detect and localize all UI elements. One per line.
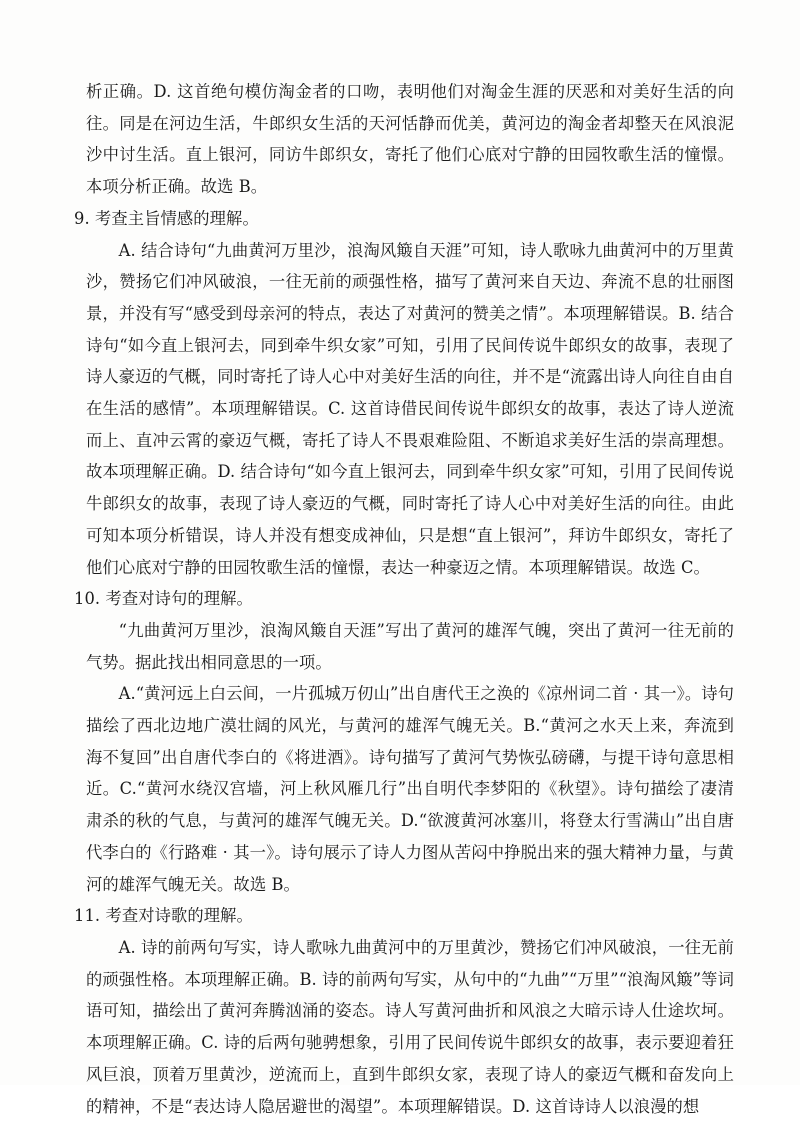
- question-10-intro: “九曲黄河万里沙，浪淘风簸自天涯”写出了黄河的雄浑气魄，突出了黄河一往无前的气势。据此找出相同意思的一项。: [86, 620, 734, 672]
- question-10-heading: 10. 考查对诗句的理解。: [74, 589, 253, 609]
- paragraph-continued: 析正确。D. 这首绝句模仿淘金者的口吻，表明他们对淘金生涯的厌恶和对美好生活的向往。同是在河边生活，牛郎织女生活的天河恬静而优美，黄河边的淘金者却整天在风浪泥沙中讨生活。直上银河，同访牛郎织女，寄托了他们心底对宁静的田园牧歌生活的憧憬。本项分析正确。故选 B。: [86, 82, 734, 197]
- question-11-analysis: A. 诗的前两句写实，诗人歌咏九曲黄河中的万里黄沙，赞扬它们冲风破浪，一往无前的顽强性格。本项理解正确。B. 诗的前两句写实，从句中的“九曲”“万里”“浪淘风簸”等词语可知，描绘出了黄河奔腾汹涌的姿态。诗人写黄河曲折和风浪之大暗示诗人仕途坎坷。本项理解正确。C. 诗的后两句驰骋想象，引用了民间传说牛郎织女的故事，表示要迎着狂风巨浪，顶着万里黄沙，逆流而上，直到牛郎织女家，表现了诗人的豪迈气概和奋发向上的精神，不是“表达诗人隐居避世的渴望”。本项理解错误。D. 这首诗诗人以浪漫的想: [86, 937, 734, 1116]
- question-9-heading: 9. 考查主旨情感的理解。: [74, 208, 259, 228]
- question-11-heading: 11. 考查对诗歌的理解。: [74, 906, 253, 926]
- question-10-analysis: A.“黄河远上白云间，一片孤城万仞山”出自唐代王之涣的《凉州词二首 · 其一》。诗句描绘了西北边地广漠壮阔的风光，与黄河的雄浑气魄无关。B.“黄河之水天上来，奔流到海不复回”出自唐代李白的《将进酒》。诗句描写了黄河气势恢弘磅礴，与提干诗句意思相近。C.“黄河水绕汉宫墙，河上秋风雁几行”出自明代李梦阳的《秋望》。诗句描绘了凄清肃杀的秋的气息，与黄河的雄浑气魄无关。D.“欲渡黄河冰塞川，将登太行雪满山”出自唐代李白的《行路难 · 其一》。诗句展示了诗人力图从苦闷中挣脱出来的强大精神力量，与黄河的雄浑气魄无关。故选 B。: [86, 684, 734, 894]
- question-9-analysis: A. 结合诗句“九曲黄河万里沙，浪淘风簸自天涯”可知，诗人歌咏九曲黄河中的万里黄沙，赞扬它们冲风破浪，一往无前的顽强性格，描写了黄河来自天边、奔流不息的壮丽图景，并没有写“感受到母亲河的特点，表达了对黄河的赞美之情”。本项理解错误。B. 结合诗句“如今直上银河去，同到牵牛织女家”可知，引用了民间传说牛郎织女的故事，表现了诗人豪迈的气概，同时寄托了诗人心中对美好生活的向往，并不是“流露出诗人向往自由自在生活的感情”。本项理解错误。C. 这首诗借民间传说牛郎织女的故事，表达了诗人逆流而上、直冲云霄的豪迈气概，寄托了诗人不畏艰难险阻、不断追求美好生活的崇高理想。故本项理解正确。D. 结合诗句“如今直上银河去，同到牵牛织女家”可知，引用了民间传说牛郎织女的故事，表现了诗人豪迈的气概，同时寄托了诗人心中对美好生活的向往。由此可知本项分析错误，诗人并没有想变成神仙，只是想“直上银河”，拜访牛郎织女，寄托了他们心底对宁静的田园牧歌生活的憧憬，表达一种豪迈之情。本项理解错误。故选 C。: [86, 240, 734, 577]
